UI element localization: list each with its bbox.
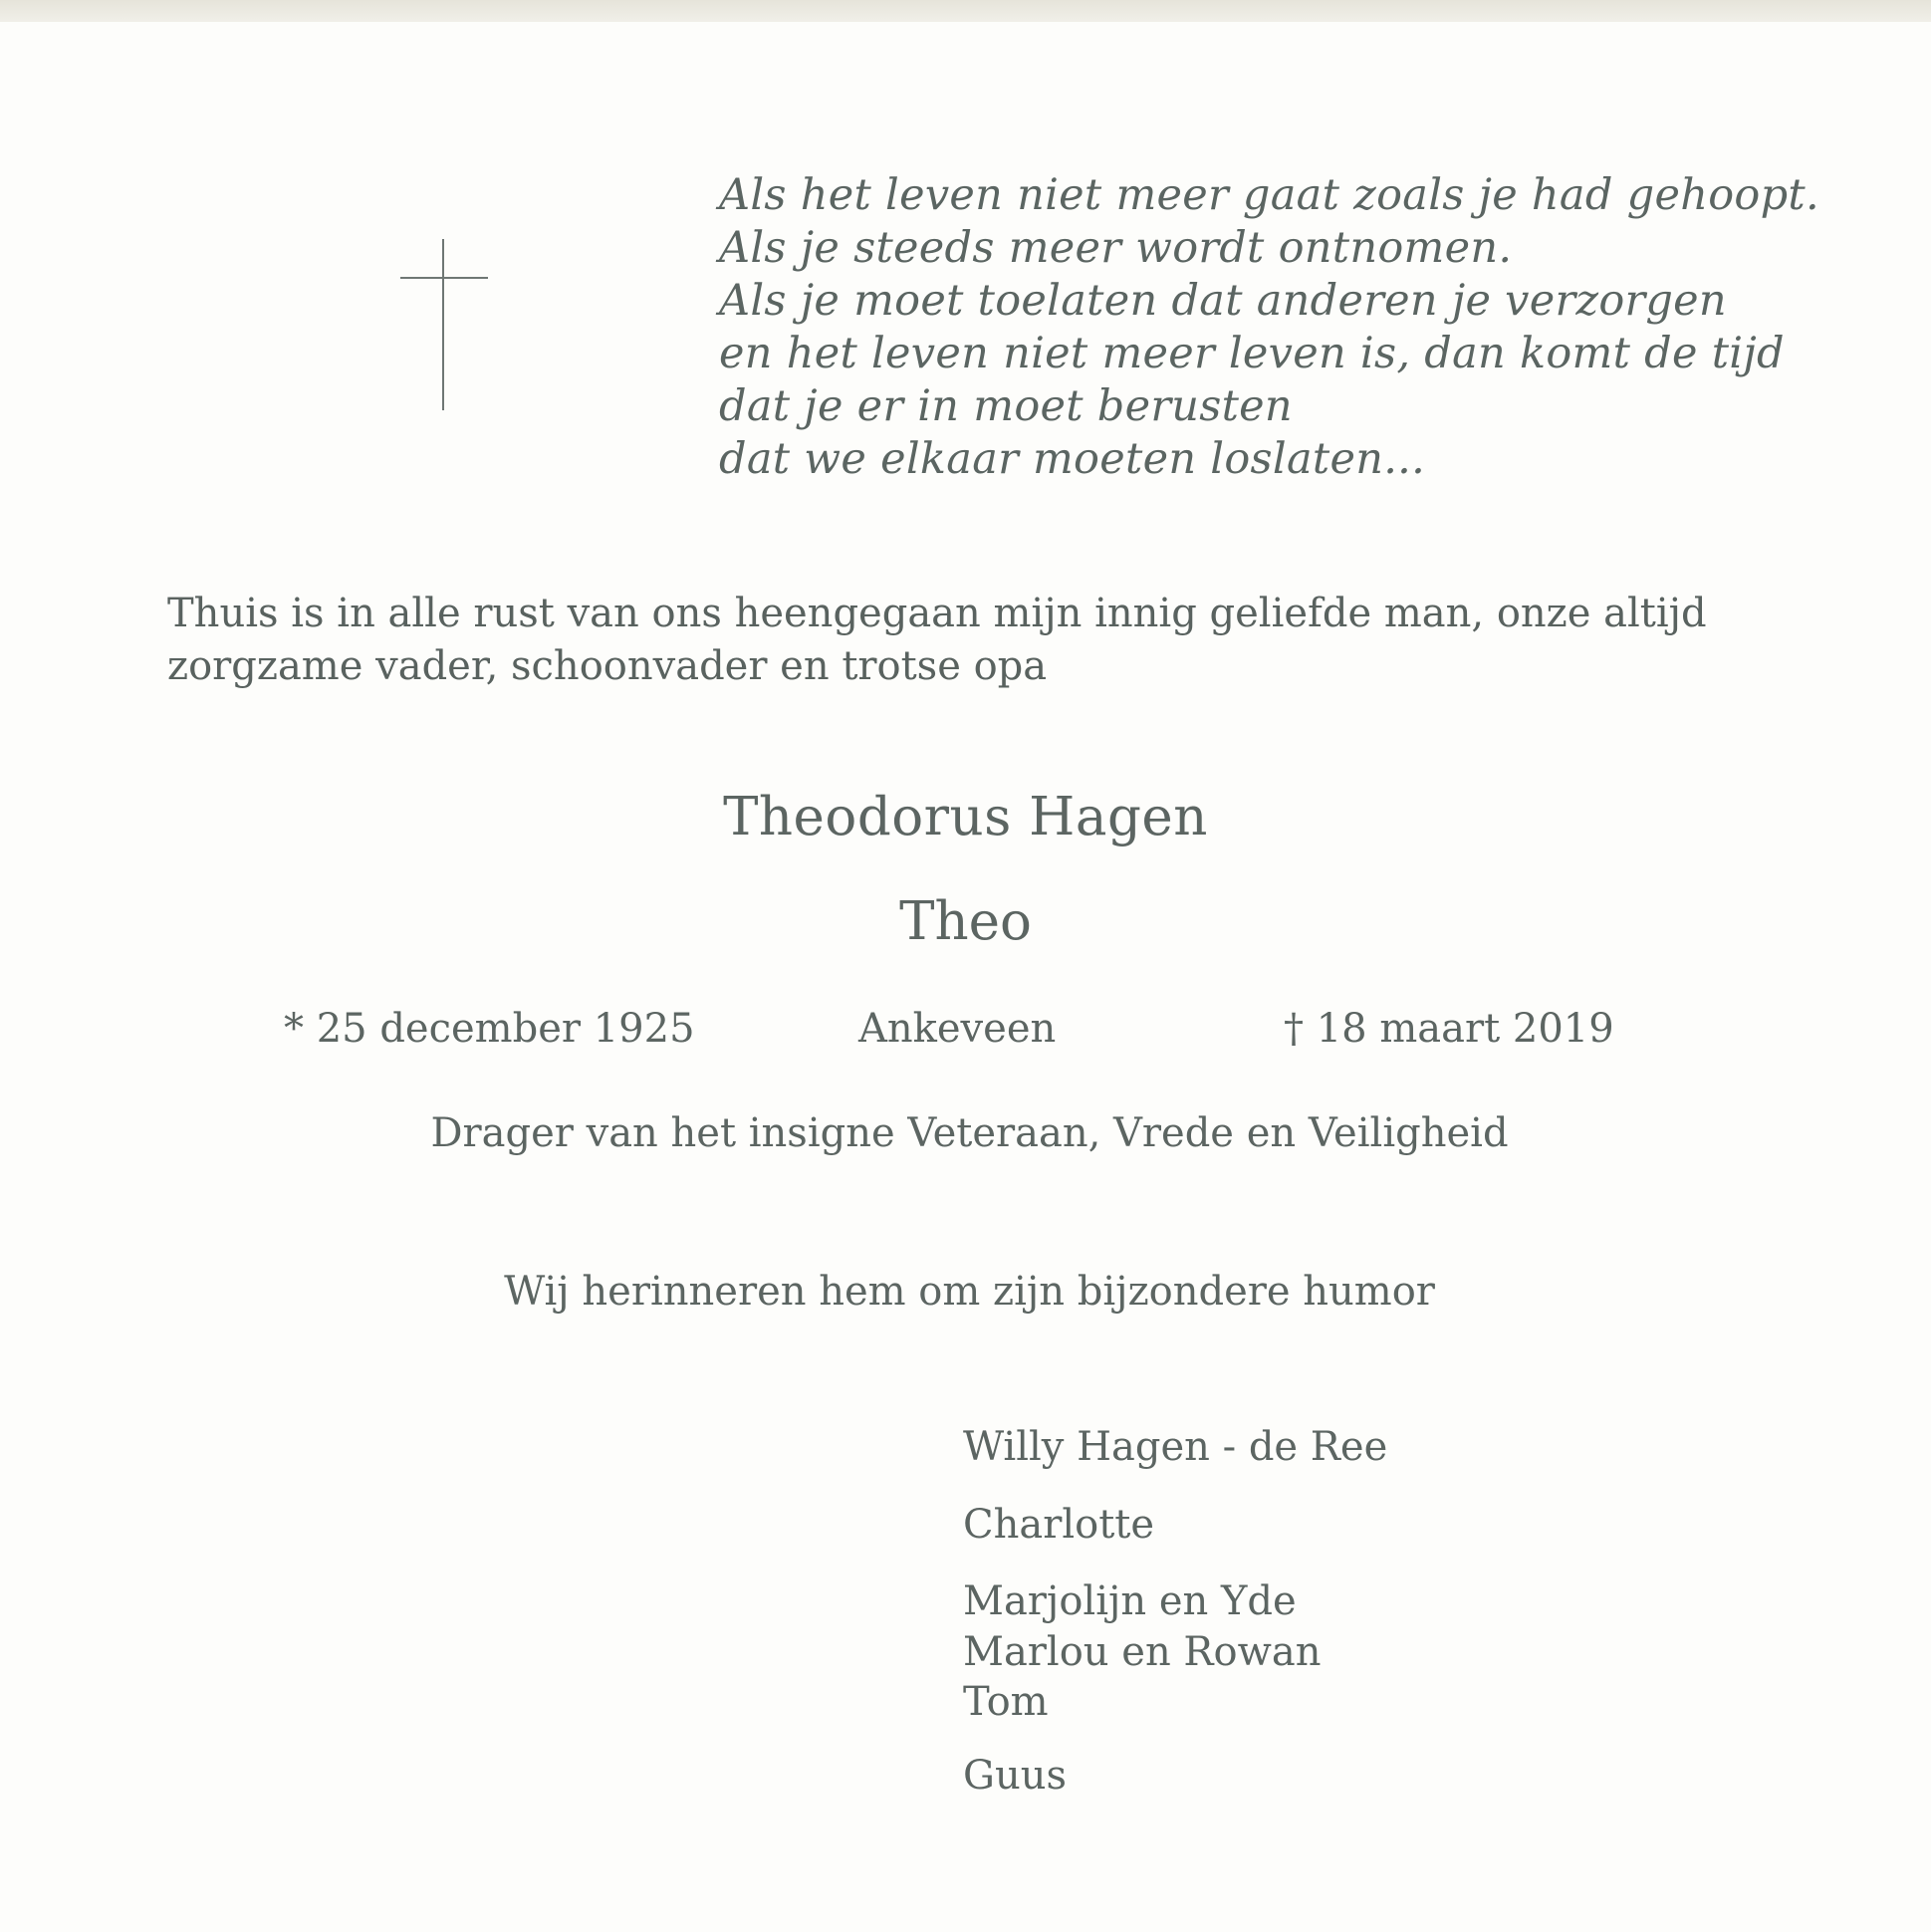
place-name: Ankeveen [858, 1006, 1057, 1052]
birth-date: * 25 december 1925 [284, 1006, 695, 1052]
family-member: Marjolijn en Yde [963, 1578, 1297, 1624]
scan-edge [0, 0, 1931, 24]
announcement-line: zorgzame vader, schoonvader en trotse opa [167, 643, 1048, 689]
cross-vertical-bar [442, 239, 444, 410]
cross-horizontal-bar [400, 277, 488, 279]
family-member: Guus [963, 1753, 1068, 1799]
memory-text: Wij herinneren hem om zijn bijzondere humor [504, 1269, 1435, 1315]
veteran-badge-text: Drager van het insigne Veteraan, Vrede en Veiligheid [430, 1110, 1509, 1156]
poem [719, 169, 1894, 486]
cross-icon [400, 239, 488, 410]
announcement-line: Thuis is in alle rust van ons heengegaan mijn innig geliefde man, onze altijd [167, 591, 1707, 636]
poem-line: dat we elkaar moeten loslaten... [719, 434, 1426, 484]
family-member: Charlotte [963, 1502, 1155, 1548]
announcement-text [167, 588, 1781, 693]
poem-line: en het leven niet meer leven is, dan komt de tijd [719, 329, 1785, 378]
poem-line: Als het leven niet meer gaat zoals je had gehoopt. [719, 170, 1819, 220]
poem-line: Als je steeds meer wordt ontnomen. [719, 223, 1513, 273]
death-date: † 18 maart 2019 [1284, 1006, 1614, 1052]
deceased-full-name: Theodorus Hagen [723, 787, 1208, 847]
family-member: Willy Hagen - de Ree [963, 1424, 1388, 1470]
poem-line: dat je er in moet berusten [719, 381, 1293, 431]
family-member: Tom [963, 1679, 1049, 1725]
poem-line: Als je moet toelaten dat anderen je verzorgen [719, 276, 1727, 326]
family-member: Marlou en Rowan [963, 1629, 1322, 1675]
deceased-nickname: Theo [899, 891, 1032, 952]
